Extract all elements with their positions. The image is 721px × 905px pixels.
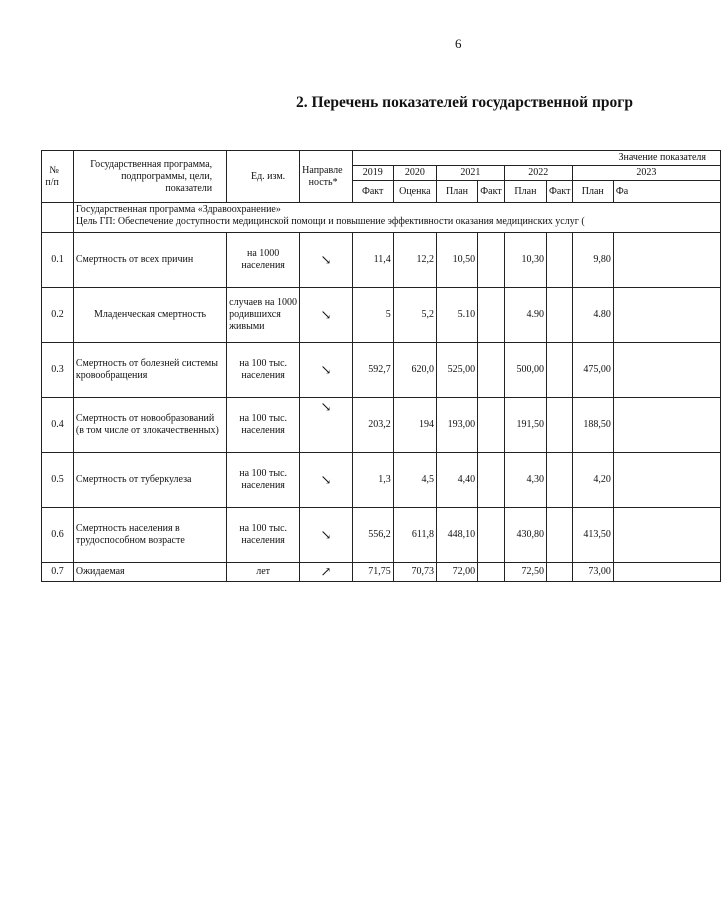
- subheader-fact-2021: Факт: [478, 181, 505, 203]
- row-fact-2021: [478, 233, 505, 288]
- row-estimate-2020: 620,0: [393, 343, 436, 398]
- row-num: 0.6: [42, 508, 74, 563]
- row-fact-2023: [613, 398, 720, 453]
- direction-down-icon: ↘: [300, 508, 352, 563]
- row-plan-2021: 4,40: [436, 453, 477, 508]
- row-fact-2022: [547, 343, 573, 398]
- indicators-table: [41, 150, 721, 582]
- header-year-2022: 2022: [504, 166, 572, 181]
- row-fact-2022: [547, 508, 573, 563]
- row-fact-2023: [613, 343, 720, 398]
- row-plan-2022: 191,50: [504, 398, 546, 453]
- row-unit: на 100 тыс. населения: [227, 508, 300, 563]
- row-fact-2019: 1,3: [352, 453, 393, 508]
- row-estimate-2020: 12,2: [393, 233, 436, 288]
- row-plan-2022: 430,80: [504, 508, 546, 563]
- table-row: [42, 563, 721, 582]
- row-estimate-2020: 70,73: [393, 563, 436, 582]
- table-row: [42, 233, 721, 288]
- row-num: 0.1: [42, 233, 74, 288]
- header-num: № п/п: [42, 151, 74, 203]
- row-name: Смертность от всех причин: [73, 233, 226, 288]
- row-fact-2019: 592,7: [352, 343, 393, 398]
- row-plan-2021: 72,00: [436, 563, 477, 582]
- row-estimate-2020: 4,5: [393, 453, 436, 508]
- row-plan-2023: 4.80: [572, 288, 613, 343]
- row-plan-2021: 448,10: [436, 508, 477, 563]
- row-plan-2023: 188,50: [572, 398, 613, 453]
- row-estimate-2020: 611,8: [393, 508, 436, 563]
- table-row: [42, 343, 721, 398]
- row-fact-2021: [478, 398, 505, 453]
- row-unit: на 100 тыс. населения: [227, 453, 300, 508]
- row-plan-2022: 500,00: [504, 343, 546, 398]
- row-fact-2019: 71,75: [352, 563, 393, 582]
- row-fact-2019: 556,2: [352, 508, 393, 563]
- indicators-table-wrap: [41, 150, 706, 582]
- row-num: 0.4: [42, 398, 74, 453]
- row-fact-2022: [547, 398, 573, 453]
- row-estimate-2020: 5,2: [393, 288, 436, 343]
- header-program: Государственная программа, подпрограммы, цели, показатели: [73, 151, 226, 203]
- direction-down-icon: ↘: [300, 233, 352, 288]
- row-fact-2023: [613, 453, 720, 508]
- subheader-fact-2022: Факт: [547, 181, 573, 203]
- row-unit: на 100 тыс. населения: [227, 343, 300, 398]
- row-estimate-2020: 194: [393, 398, 436, 453]
- row-fact-2023: [613, 563, 720, 582]
- subheader-estimate-2020: Оценка: [393, 181, 436, 203]
- row-plan-2022: 4.90: [504, 288, 546, 343]
- row-plan-2023: 9,80: [572, 233, 613, 288]
- row-plan-2022: 4,30: [504, 453, 546, 508]
- row-fact-2022: [547, 233, 573, 288]
- program-row: [73, 203, 720, 233]
- subheader-fact-2023: Фа: [613, 181, 720, 203]
- row-fact-2022: [547, 563, 573, 582]
- row-plan-2023: 73,00: [572, 563, 613, 582]
- program-name: Государственная программа «Здравоохранение»: [75, 204, 281, 215]
- row-fact-2023: [613, 508, 720, 563]
- row-name: Младенческая смертность: [73, 288, 226, 343]
- subheader-plan-2023: План: [572, 181, 613, 203]
- row-num: 0.2: [42, 288, 74, 343]
- row-plan-2021: 10,50: [436, 233, 477, 288]
- table-row: [42, 508, 721, 563]
- row-fact-2019: 203,2: [352, 398, 393, 453]
- row-plan-2023: 413,50: [572, 508, 613, 563]
- row-name: Смертность населения в трудоспособном возрасте: [73, 508, 226, 563]
- table-row: [42, 398, 721, 453]
- program-row-num: [42, 203, 74, 233]
- header-value-title: Значение показателя: [352, 151, 720, 166]
- direction-down-icon: ↘: [300, 453, 352, 508]
- row-unit: на 1000 населения: [227, 233, 300, 288]
- row-fact-2019: 11,4: [352, 233, 393, 288]
- row-name: Смертность от болезней системы кровообращения: [73, 343, 226, 398]
- row-name: Ожидаемая: [73, 563, 226, 582]
- row-fact-2019: 5: [352, 288, 393, 343]
- row-fact-2021: [478, 343, 505, 398]
- row-fact-2021: [478, 563, 505, 582]
- direction-down-icon: ↘: [300, 398, 352, 453]
- table-row: [42, 453, 721, 508]
- direction-up-icon: ↗: [300, 563, 352, 582]
- row-name: Смертность от туберкулеза: [73, 453, 226, 508]
- header-direction: Направле ность*: [300, 151, 352, 203]
- row-fact-2021: [478, 508, 505, 563]
- row-plan-2023: 4,20: [572, 453, 613, 508]
- row-unit: случаев на 1000 родившихся живыми: [227, 288, 300, 343]
- header-unit: Ед. изм.: [227, 151, 300, 203]
- row-num: 0.3: [42, 343, 74, 398]
- header-year-2021: 2021: [436, 166, 504, 181]
- row-num: 0.5: [42, 453, 74, 508]
- row-plan-2023: 475,00: [572, 343, 613, 398]
- row-fact-2021: [478, 288, 505, 343]
- row-fact-2022: [547, 453, 573, 508]
- row-num: 0.7: [42, 563, 74, 582]
- row-plan-2022: 10,30: [504, 233, 546, 288]
- row-plan-2021: 193,00: [436, 398, 477, 453]
- row-plan-2021: 5.10: [436, 288, 477, 343]
- row-plan-2021: 525,00: [436, 343, 477, 398]
- subheader-plan-2022: План: [504, 181, 546, 203]
- header-year-2019: 2019: [352, 166, 393, 181]
- program-goal: Цель ГП: Обеспечение доступности медицинской помощи и повышение эффективности оказания медицинских услуг (: [75, 216, 585, 227]
- subheader-plan-2021: План: [436, 181, 477, 203]
- row-name: Смертность от новообразований (в том числе от злокачественных): [73, 398, 226, 453]
- subheader-fact-2019: Факт: [352, 181, 393, 203]
- section-title: 2. Перечень показателей государственной прогр: [296, 94, 633, 111]
- table-row: [42, 288, 721, 343]
- page-number: 6: [455, 36, 462, 51]
- row-unit: на 100 тыс. населения: [227, 398, 300, 453]
- row-fact-2022: [547, 288, 573, 343]
- header-year-2023: 2023: [572, 166, 720, 181]
- row-unit: лет: [227, 563, 300, 582]
- row-fact-2023: [613, 288, 720, 343]
- row-fact-2021: [478, 453, 505, 508]
- direction-down-icon: ↘: [300, 343, 352, 398]
- direction-down-icon: ↘: [300, 288, 352, 343]
- row-fact-2023: [613, 233, 720, 288]
- header-year-2020: 2020: [393, 166, 436, 181]
- row-plan-2022: 72,50: [504, 563, 546, 582]
